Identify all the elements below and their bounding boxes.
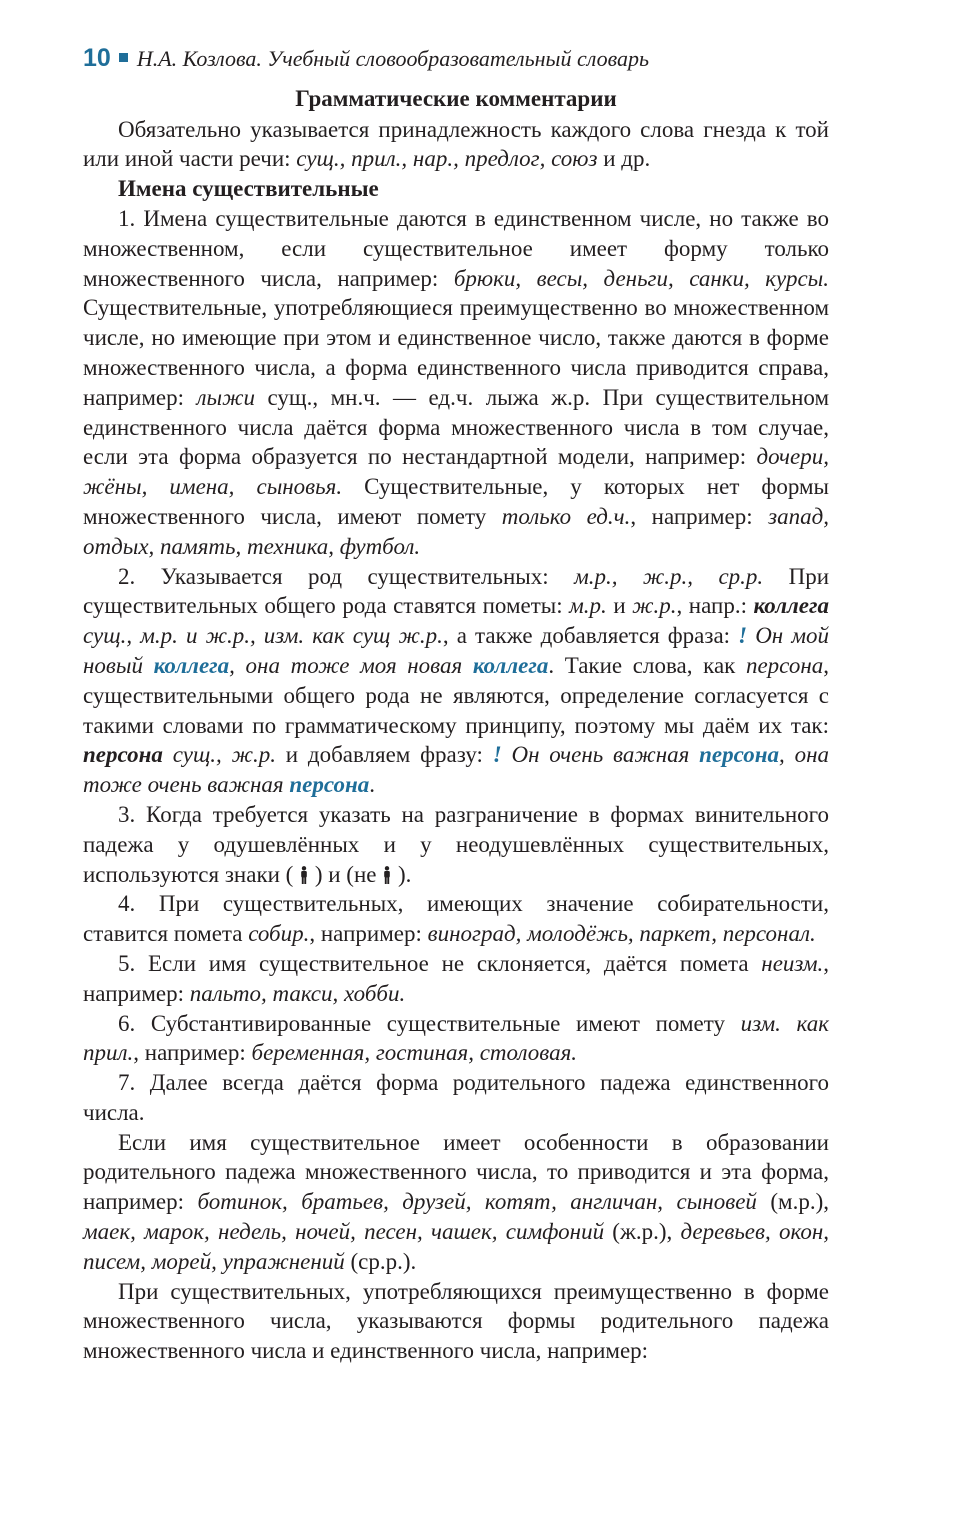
- document-page: [83, 44, 829, 1366]
- paragraph-rule-2: 2. Указывается род существительных: м.р., ж.р., ср.р. При существительных общего рода ставятся пометы: м.р. и ж.р., напр.: коллега сущ., м.р. и ж.р., изм. как сущ ж.р., а также добавляется фраза: ! Он мой новый коллега, она тоже моя новая коллега. Такие слова, как персона, существительными общего рода не являются, определение согласуется с такими словами по грамматическому принципу, поэтому мы даём их так: персона сущ., ж.р. и добавляем фразу: ! Он очень важная персона, она тоже очень важная персона.: [83, 563, 829, 798]
- paragraph-rule-3: 3. Когда требуется указать на разграничение в формах винительного падежа у одушевлённых и у неодушевлённых существительных, используются знаки ( ) и (не ).: [83, 801, 829, 887]
- paragraph-plural-forms: При существительных, употребляющихся преимущественно в форме множественного числа, указываются формы родительного падежа множественного числа и единственного числа, например:: [83, 1278, 829, 1364]
- square-bullet-icon: [119, 53, 128, 62]
- exclamation-mark: !: [492, 742, 502, 768]
- paragraph-intro: Обязательно указывается принадлежность каждого слова гнезда к той или иной части речи: сущ., прил., нар., предлог, союз и др.: [83, 116, 829, 172]
- exclamation-mark: !: [738, 623, 748, 649]
- subheading-nouns: Имена существительные: [118, 176, 379, 202]
- paragraph-rule-7: 7. Далее всегда даётся форма родительного падежа единственного числа.: [83, 1070, 829, 1125]
- paragraph-rule-1: 1. Имена существительные даются в единственном числе, но также во множественном, если существительное имеет форму только множественного числа, например: брюки, весы, деньги, санки, курсы. Существительные, употребляющиеся преимущественно во множественном числе, но имеющие при этом и единственное число, также даются в форме множественного числа, а форма единственного числа приводится справа, например: лыжи сущ., мн.ч. — ед.ч. лыжа ж.р. При существительном единственного числа даётся форма множественного числа в том случае, если эта форма образуется по нестандартной модели, например: дочери, жёны, имена, сыновья. Существительные, у которых нет формы множественного числа, имеют помету только ед.ч., например: запад, отдых, память, техника, футбол.: [83, 205, 829, 559]
- person-icon: [382, 866, 392, 884]
- running-head-title: Н.А. Козлова. Учебный словообразовательный словарь: [136, 46, 649, 71]
- paragraph-rule-4: 4. При существительных, имеющих значение собирательности, ставится помета собир., например: виноград, молодёжь, паркет, персонал.: [83, 891, 829, 947]
- paragraph-rule-6: 6. Субстантивированные существительные имеют помету изм. как прил., например: беременная, гостиная, столовая.: [83, 1010, 829, 1066]
- section-title: Грамматические комментарии: [295, 85, 617, 111]
- person-icon: [299, 866, 309, 884]
- running-head: [83, 44, 829, 74]
- paragraph-genitive-plural: Если имя существительное имеет особенности в образовании родительного падежа множественного числа, то приводится и эта форма, например: ботинок, братьев, друзей, котят, англичан, сыновей (м.р.), маек, марок, недель, ночей, песен, чашек, симфоний (ж.р.), деревьев, окон, писем, морей, упражнений (ср.р.).: [83, 1129, 830, 1274]
- page-number: 10: [83, 44, 111, 72]
- paragraph-rule-5: 5. Если имя существительное не склоняется, даётся помета неизм., например: пальто, такси, хобби.: [83, 950, 829, 1006]
